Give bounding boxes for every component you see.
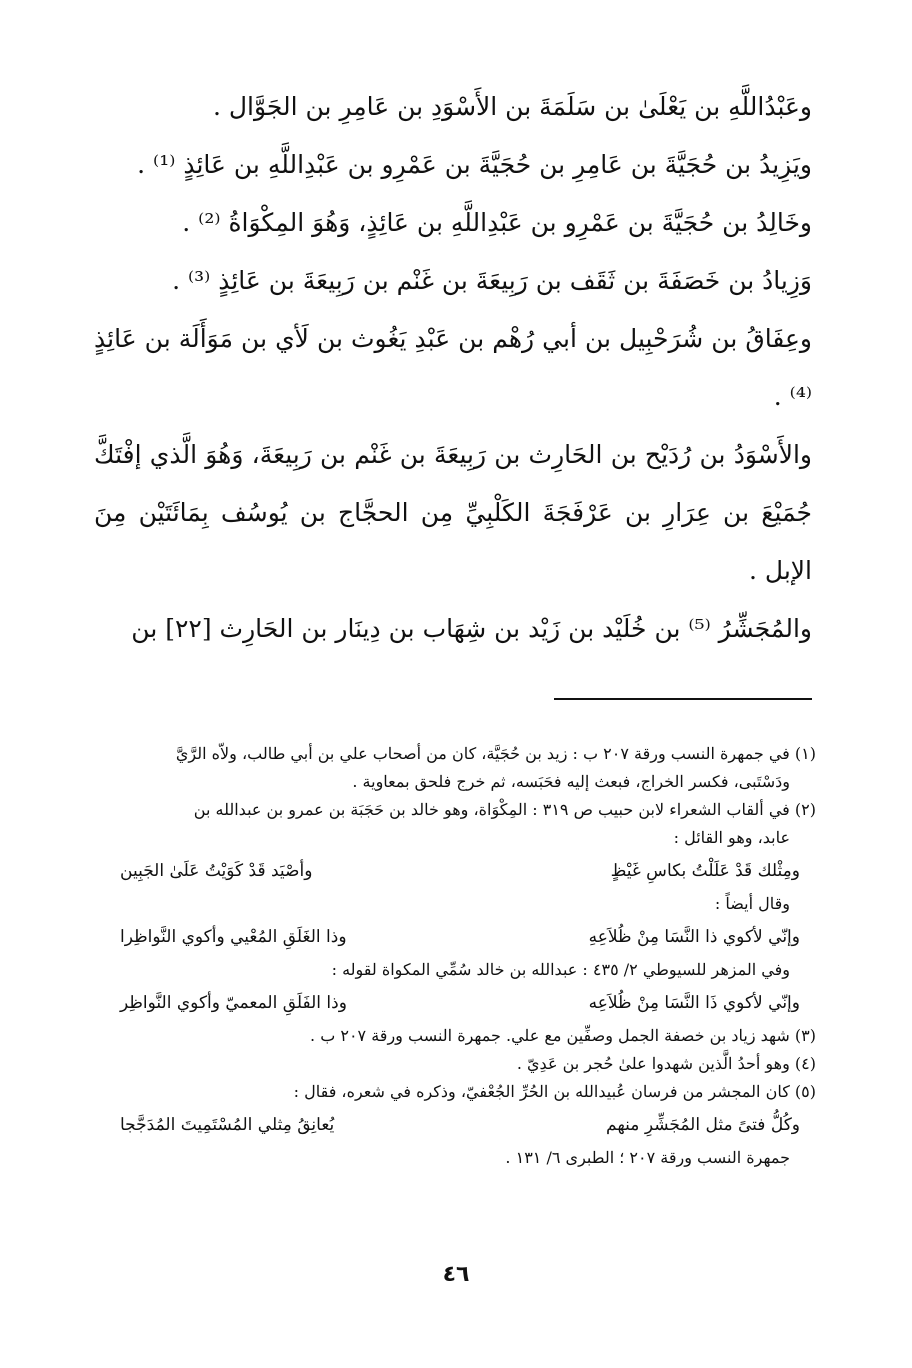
- footnote-separator: [554, 698, 812, 700]
- footnotes: [94, 740, 816, 1172]
- verse-second-hemistich: وذا الفَلَقِ المعميّ وأكوي النَّواظِر: [120, 993, 347, 1013]
- verse-second-hemistich: وأصْيَد قَدْ كَوَيْتُ عَلَىٰ الجَبِين: [120, 861, 313, 881]
- footnote-1-continued: ودَسْتَبى، فكسر الخراج، فبعث إليه فحَبَسه، ثم خرج فلحق بمعاوية .: [352, 772, 790, 791]
- verse-first-hemistich: ومِثْلك قَدْ عَلَلْتُ بكاسِ غَيْظٍ: [610, 861, 800, 881]
- genealogy-line: وعِفَاقُ بن شُرَحْبِيل بن أبي رُهْم بن عَبْدِ يَغُوث بن لَأي بن مَوَأَلَة بن عَائِذٍ ⁽⁴⁾ .: [94, 324, 812, 411]
- footnote-2: (٢) في ألقاب الشعراء لابن حبيب ص ٣١٩ : المِكْوَاة، وهو خالد بن حَجَبَة بن عمرو بن عبدالله بن: [193, 800, 816, 819]
- footnote-4: (٤) وهو أحدُ الَّذين شهدوا علىٰ حُجر بن عَدِيّ .: [516, 1054, 816, 1073]
- genealogy-line: والمُجَشِّرُ ⁽⁵⁾ بن خُلَيْد بن زَيْد بن شِهَاب بن دِينَار بن الحَارِث [٢٢] بن: [131, 614, 812, 643]
- poem-verse: [94, 1106, 816, 1144]
- genealogy-line: ويَزِيدُ بن حُجَيَّةَ بن عَامِرِ بن حُجَيَّةَ بن عَمْرِو بن عَبْدِاللَّهِ بن عَائِذٍ ⁽¹⁾ .: [137, 150, 812, 179]
- verse-first-hemistich: وإنّي لأكوي ذا النَّسَا مِنْ ظُلاَعِهِ: [588, 927, 800, 947]
- poem-verse: [94, 918, 816, 956]
- main-text: [94, 78, 812, 658]
- footnote-2-continued: عابد، وهو القائل :: [673, 828, 790, 847]
- footnote-1: (١) في جمهرة النسب ورقة ٢٠٧ ب : زيد بن حُجَيَّة، كان من أصحاب علي بن أبي طالب، ولاّه الرَّيَّ: [175, 744, 816, 763]
- footnote-5-continued: جمهرة النسب ورقة ٢٠٧ ؛ الطبرى ٦/ ١٣١ .: [505, 1148, 790, 1167]
- poem-verse: [94, 984, 816, 1022]
- genealogy-line: وعَبْدُاللَّهِ بن يَعْلَىٰ بن سَلَمَةَ بن الأَسْوَدِ بن عَامِرِ بن الجَوَّال .: [212, 92, 812, 121]
- page-number: ٤٦: [442, 1262, 470, 1287]
- verse-first-hemistich: وإنّي لأكوي ذَا النَّسَا مِنْ ظُلاَعِه: [588, 993, 800, 1013]
- verse-second-hemistich: يُعانِقُ مِثلي المُسْتَمِيتَ المُدَجَّجا: [120, 1115, 335, 1135]
- verse-first-hemistich: وكُلُّ فتىً مثل المُجَشِّرِ منهم: [606, 1115, 800, 1135]
- genealogy-line: وَزِيادُ بن خَصَفَةَ بن ثَقَف بن رَبِيعَةَ بن غَنْم بن رَبِيعَةَ بن عَائِذٍ ⁽³⁾ .: [172, 266, 812, 295]
- footnote-2-continued: وقال أيضاً :: [714, 894, 790, 913]
- footnote-2-continued: وفي المزهر للسيوطي ٢/ ٤٣٥ : عبدالله بن خالد سُمِّي المكواة لقوله :: [331, 960, 790, 979]
- footnote-3: (٣) شهد زياد بن خصفة الجمل وصفِّين مع علي. جمهرة النسب ورقة ٢٠٧ ب .: [310, 1026, 816, 1045]
- footnote-5: (٥) كان المجشر من فرسان عُبيدالله بن الحُرِّ الجُعْفيّ، وذكره في شعره، فقال :: [293, 1082, 816, 1101]
- genealogy-line: والأَسْوَدُ بن رُدَيْح بن الحَارِث بن رَبِيعَةَ بن غَنْم بن رَبِيعَةَ، وَهُوَ الَّذي إفْتَكَّ جُمَيْعَ بن عِرَارِ بن عَرْفَجَةَ الكَلْبِيِّ مِن الحجَّاج بن يُوسُف بِمَائَتَيْن مِنَ الإبل .: [94, 440, 812, 585]
- genealogy-line: وخَالِدُ بن حُجَيَّةَ بن عَمْرِو بن عَبْدِاللَّهِ بن عَائِذٍ، وَهُوَ المِكْوَاةُ ⁽²⁾ .: [182, 208, 812, 237]
- verse-second-hemistich: وذا الغَلَقِ المُعْيي وأكوي النَّواظِرا: [120, 927, 347, 947]
- poem-verse: [94, 852, 816, 890]
